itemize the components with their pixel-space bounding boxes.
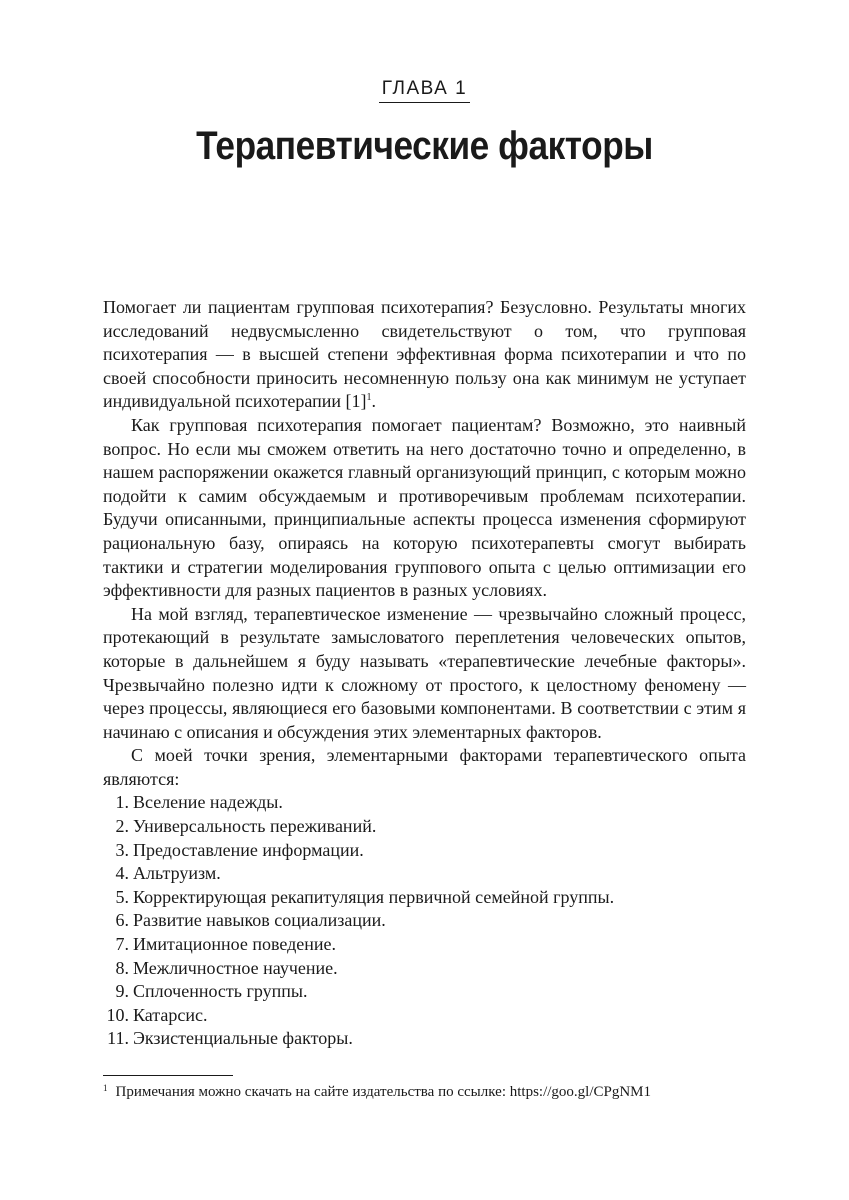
list-number: 7. — [115, 934, 129, 955]
list-text: Альтруизм. — [133, 863, 221, 884]
list-text: Сплоченность группы. — [133, 981, 308, 1002]
paragraph-text: Помогает ли пациентам групповая психотерапия? Безусловно. Результаты многих исследований недвусмысленно свидетельствуют о том, что групповая психотерапия — в высшей степени эффективная форма психотерапии и что по своей способности приносить несомненную пользу она как минимум не уступает индивидуальной психотерапии [1] — [103, 297, 746, 412]
list-text: Экзистенциальные факторы. — [133, 1028, 353, 1049]
list-text: Универсальность переживаний. — [133, 816, 377, 837]
list-item — [103, 791, 746, 815]
list-item — [103, 1004, 746, 1028]
paragraph: На мой взгляд, терапевтическое изменение — чрезвычайно сложный процесс, протекающий в результате замысловатого переплетения человеческих опытов, которые в дальнейшем я буду называть «терапевтические лечебные факторы». Чрезвычайно полезно идти к сложному от простого, к целостному феномену — через процессы, являющиеся его базовыми компонентами. В соответствии с этим я начинаю с описания и обсуждения этих элементарных факторов. — [103, 603, 746, 742]
list-text: Вселение надежды. — [133, 792, 283, 813]
list-text: Развитие навыков социализации. — [133, 910, 386, 931]
list-number: 2. — [115, 816, 129, 837]
list-item — [103, 980, 746, 1004]
list-item — [103, 1027, 746, 1051]
footnote-text: Примечания можно скачать на сайте издательства по ссылке: https://goo.gl/CPgNM1 — [115, 1084, 652, 1100]
footnote-reference: 1 — [366, 392, 372, 404]
list-item — [103, 933, 746, 957]
list-text: Межличностное научение. — [133, 957, 338, 978]
list-text: Корректирующая рекапитуляция первичной семейной группы. — [133, 886, 615, 907]
paragraph: Как групповая психотерапия помогает пациентам? Возможно, это наивный вопрос. Но если мы сможем ответить на него достаточно точно и определенно, в нашем распоряжении окажется главный организующий принцип, с которым можно подойти к самим обсуждаемым и противоречивым проблемам психотерапии. Будучи описанными, принципиальные аспекты процесса изменения сформируют рациональную базу, опираясь на которую психотерапевты смогут выбирать тактики и стратегии моделирования группового опыта с целью оптимизации его эффективности для разных пациентов в разных условиях. — [103, 414, 746, 601]
footnote-divider — [103, 1075, 233, 1076]
paragraph-tail: . — [371, 391, 377, 412]
factor-list — [103, 791, 746, 1051]
chapter-title: Терапевтические факторы — [196, 124, 653, 168]
list-text: Катарсис. — [133, 1004, 208, 1025]
chapter-label — [0, 78, 849, 103]
list-number: 11. — [107, 1028, 129, 1049]
list-item — [103, 886, 746, 910]
list-text: Имитационное поведение. — [133, 934, 337, 955]
list-number: 8. — [115, 957, 129, 978]
list-number: 5. — [115, 886, 129, 907]
body-text — [103, 296, 746, 1051]
chapter-number: ГЛАВА 1 — [379, 78, 470, 103]
list-number: 4. — [115, 863, 129, 884]
paragraph — [103, 296, 746, 414]
paragraph: С моей точки зрения, элементарными факторами терапевтического опыта являются: — [103, 745, 746, 789]
footnote — [103, 1083, 783, 1101]
list-number: 9. — [115, 981, 129, 1002]
list-item — [103, 957, 746, 981]
list-number: 3. — [115, 839, 129, 860]
list-text: Предоставление информации. — [133, 839, 364, 860]
list-number: 6. — [115, 910, 129, 931]
list-item — [103, 815, 746, 839]
list-number: 1. — [115, 792, 129, 813]
list-item — [103, 909, 746, 933]
footnote-marker: 1 — [103, 1083, 108, 1093]
list-item — [103, 839, 746, 863]
list-number: 10. — [106, 1004, 129, 1025]
list-item — [103, 862, 746, 886]
